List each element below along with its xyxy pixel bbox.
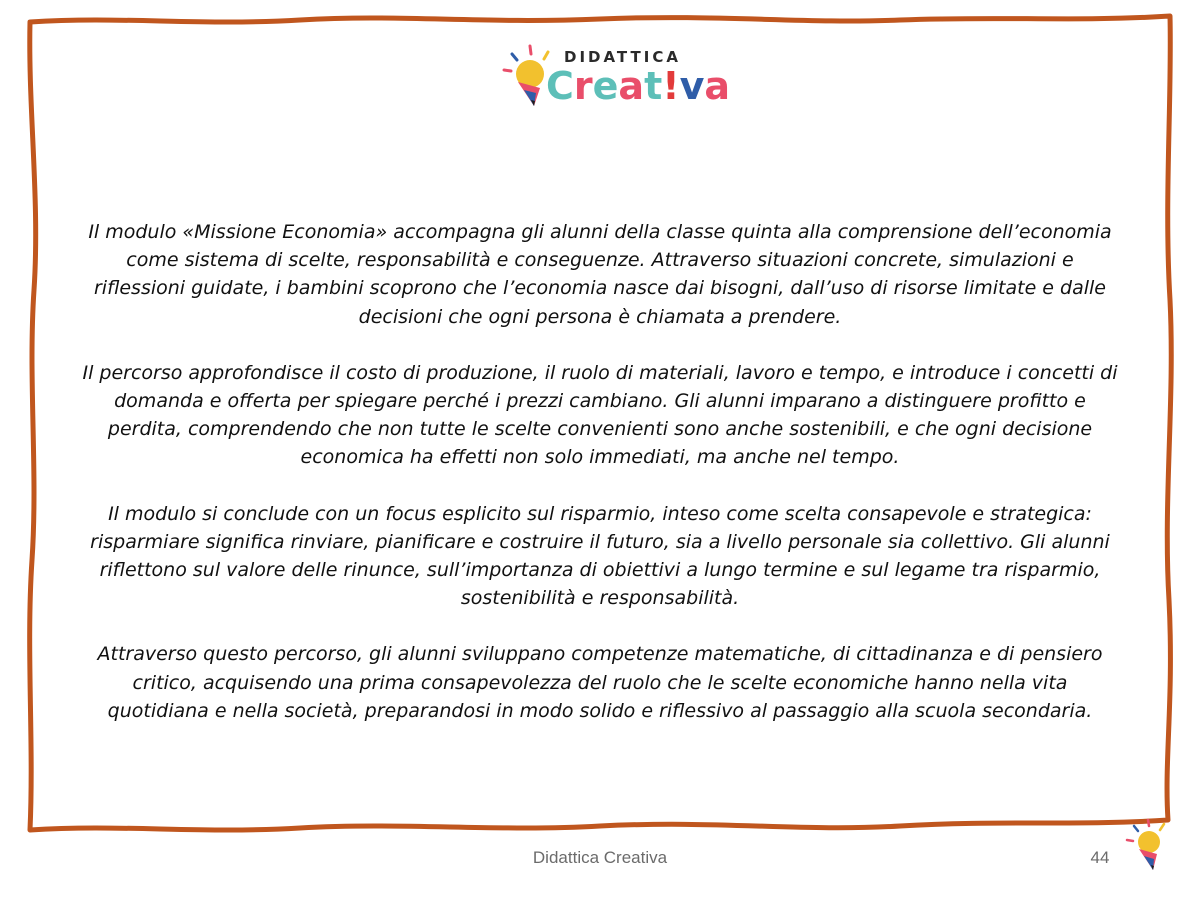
logo-letter: C: [546, 64, 574, 108]
logo-main-text: [546, 64, 730, 108]
logo-letter: e: [592, 64, 619, 108]
paragraph-conclusion: Attraverso questo percorso, gli alunni sviluppano competenze matematiche, di cittadinanza e di pensiero critico, acquisendo una prima consapevolezza del ruolo che le scelte economiche hanno nella vita quotidiana e nella società, preparandosi in modo solido e riflessivo al passaggio alla scuola secondaria.: [97, 643, 1103, 722]
didattica-creativa-logo: [500, 40, 731, 112]
logo-letter: r: [573, 64, 593, 108]
paragraph-saving: Il modulo si conclude con un focus esplicito sul risparmio, inteso come scelta consapevole e strategica: risparmiare significa rinviare, pianificare e costruire il futuro, sia a livello personale sia collettivo. Gli alunni riflettono sul valore delle rinunce, sull’importanza di obiettivi a lungo termine e sul legame tra risparmio, sostenibilità e responsabilità.: [90, 502, 1110, 610]
logo-letter: a: [704, 64, 731, 108]
module-description: [80, 218, 1120, 753]
logo-letter: !: [662, 64, 680, 108]
logo-letter: t: [644, 64, 663, 108]
logo-top-text: DIDATTICA: [564, 48, 681, 66]
page-number: 44: [1090, 848, 1110, 867]
footer-label: Didattica Creativa: [532, 848, 668, 867]
corner-lightbulb-icon: [1124, 818, 1176, 874]
paragraph-production: Il percorso approfondisce il costo di produzione, il ruolo di materiali, lavoro e tempo, e introduce i concetti di domanda e offerta per spiegare perché i prezzi cambiano. Gli alunni imparano a distinguere profitto e perdita, comprendendo che non tutte le scelte convenienti sono anche sostenibili, e che ogni decisione economica ha effetti non solo immediati, ma anche nel tempo.: [82, 361, 1118, 469]
paragraph-intro: Il modulo «Missione Economia» accompagna gli alunni della classe quinta alla comprensione dell’economia come sistema di scelte, responsabilità e conseguenze. Attraverso situazioni concrete, simulazioni e riflessioni guidate, i bambini scoprono che l’economia nasce dai bisogni, dall’uso di risorse limitate e dalle decisioni che ogni persona è chiamata a prendere.: [88, 221, 1112, 328]
logo-letter: a: [618, 64, 645, 108]
logo-letter: v: [679, 64, 705, 108]
